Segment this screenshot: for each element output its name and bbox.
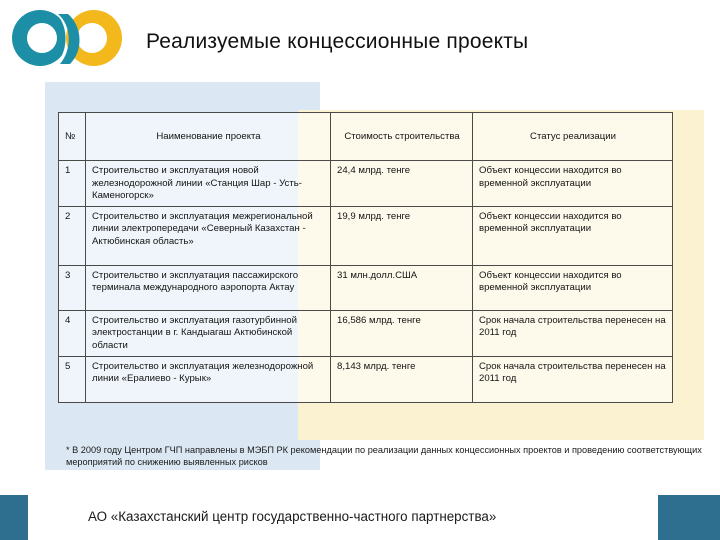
row-cost: 19,9 млрд. тенге [331, 206, 473, 265]
row-name: Строительство и эксплуатация пассажирского терминала международного аэропорта Актау [86, 265, 331, 310]
row-num: 4 [59, 310, 86, 356]
row-cost: 8,143 млрд. тенге [331, 356, 473, 402]
row-num: 2 [59, 206, 86, 265]
table-row [59, 161, 673, 207]
header-num: № [59, 113, 86, 161]
row-name: Строительство и эксплуатация новой железнодорожной линии «Станция Шар - Усть-Каменогорск» [86, 161, 331, 207]
row-status: Объект концессии находится во временной эксплуатации [473, 206, 673, 265]
header-cost: Стоимость строительства [331, 113, 473, 161]
projects-table-container [58, 112, 672, 403]
table-row [59, 265, 673, 310]
logo-icon [6, 4, 130, 70]
row-name: Строительство и эксплуатация межрегиональной линии электропередачи «Северный Казахстан - Актюбинская область» [86, 206, 331, 265]
row-cost: 31 млн.долл.США [331, 265, 473, 310]
row-cost: 16,586 млрд. тенге [331, 310, 473, 356]
projects-table [58, 112, 673, 403]
table-row [59, 310, 673, 356]
row-status: Объект концессии находится во временной эксплуатации [473, 265, 673, 310]
footnote: * В 2009 году Центром ГЧП направлены в МЭБП РК рекомендации по реализации данных концессионных проектов и проведению соответствующих мероприятий по снижению выявленных рисков [66, 445, 702, 467]
row-num: 1 [59, 161, 86, 207]
row-name: Строительство и эксплуатация газотурбинной электростанции в г. Кандыагаш Актюбинской области [86, 310, 331, 356]
row-num: 3 [59, 265, 86, 310]
row-num: 5 [59, 356, 86, 402]
table-row [59, 206, 673, 265]
footer-organization-name: АО «Казахстанский центр государственно-частного партнерства» [88, 509, 497, 524]
logo [6, 4, 130, 70]
row-status: Срок начала строительства перенесен на 2011 год [473, 310, 673, 356]
row-status: Срок начала строительства перенесен на 2011 год [473, 356, 673, 402]
page-title: Реализуемые концессионные проекты [146, 30, 529, 53]
row-status: Объект концессии находится во временной эксплуатации [473, 161, 673, 207]
row-cost: 24,4 млрд. тенге [331, 161, 473, 207]
row-name: Строительство и эксплуатация железнодорожной линии «Ералиево - Курык» [86, 356, 331, 402]
header-status: Статус реализации [473, 113, 673, 161]
header-name: Наименование проекта [86, 113, 331, 161]
table-header-row [59, 113, 673, 161]
table-row [59, 356, 673, 402]
